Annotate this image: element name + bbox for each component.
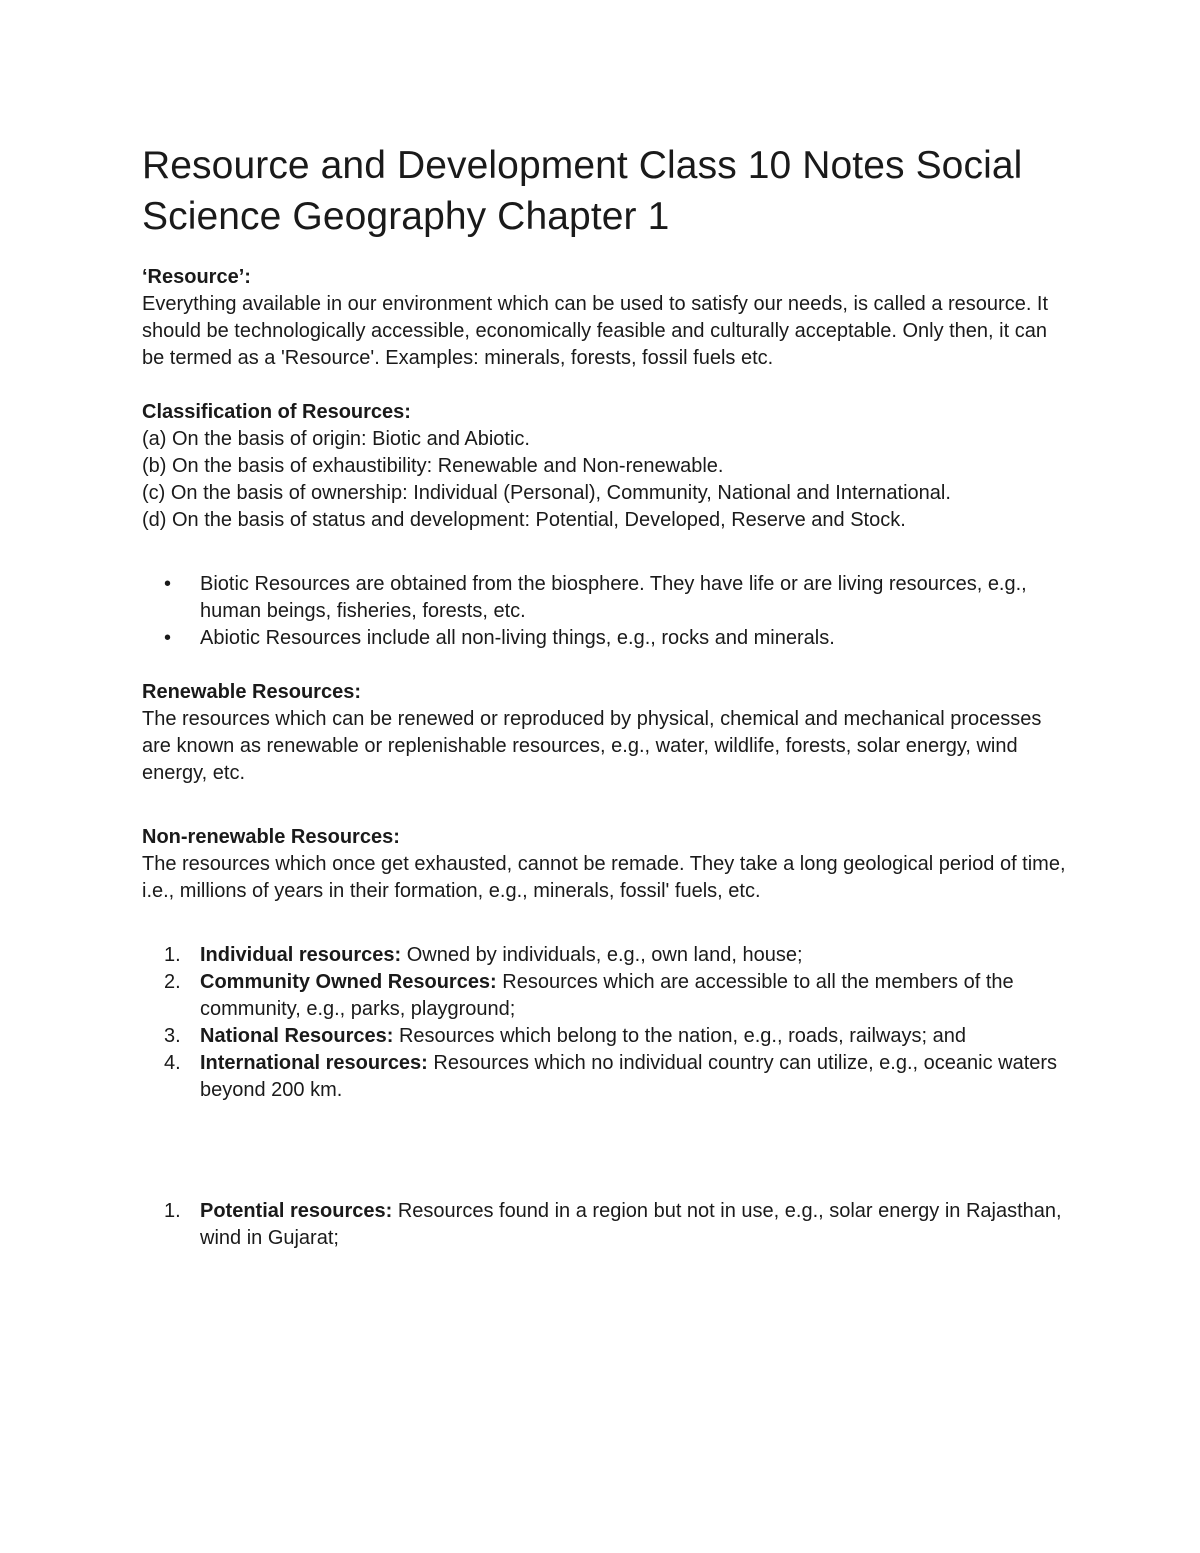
classification-heading: Classification of Resources:: [142, 401, 411, 423]
list-term: Potential resources:: [200, 1200, 393, 1222]
list-text: Owned by individuals, e.g., own land, house;: [401, 944, 803, 966]
list-term: Individual resources:: [200, 944, 402, 966]
list-number: 2.: [164, 971, 181, 993]
resource-definition: Everything available in our environment which can be used to satisfy our needs, is called a resource. It should be technologically accessible, economically feasible and culturally acceptable. Only then, it can be termed as a 'Resource'. Examples: minerals, forests, fossil fuels etc.: [142, 293, 1049, 369]
bullet-icon: •: [164, 573, 172, 595]
list-text: Resources found in a region but not in use, e.g., solar energy in Rajasthan,: [392, 1200, 1062, 1222]
resource-section: [142, 264, 1072, 372]
resource-heading: ‘Resource’:: [142, 266, 251, 288]
list-number: 4.: [164, 1052, 181, 1074]
biotic-bullet-text: Biotic Resources are obtained from the biosphere. They have life or are living resources, e.g., human beings, fisheries, forests, etc.: [200, 573, 1027, 622]
list-item: [142, 571, 1072, 625]
list-number: 3.: [164, 1025, 181, 1047]
classification-item-status: (d) On the basis of status and development: Potential, Developed, Reserve and Stock.: [142, 509, 906, 531]
list-item: [142, 1050, 1072, 1104]
bullet-icon: •: [164, 627, 172, 649]
list-number: 1.: [164, 944, 181, 966]
renewable-text: The resources which can be renewed or reproduced by physical, chemical and mechanical processes are known as renewable or replenishable resources, e.g., water, wildlife, forests, solar energy, wind energy, etc.: [142, 708, 1042, 784]
ownership-list: [142, 942, 1072, 1104]
classification-item-ownership: (c) On the basis of ownership: Individual (Personal), Community, National and International.: [142, 482, 951, 504]
list-item: [142, 625, 1072, 652]
list-text: Resources which no individual country can utilize, e.g., oceanic waters beyond 200 km.: [200, 1052, 1058, 1101]
biotic-abiotic-list: [142, 571, 1072, 652]
list-item: [142, 942, 1072, 969]
renewable-section: [142, 679, 1072, 787]
nonrenewable-text: The resources which once get exhausted, cannot be remade. They take a long geological period of time, i.e., millions of years in their formation, e.g., minerals, fossil' fuels, etc.: [142, 853, 1066, 902]
list-text-continued: wind in Gujarat;: [200, 1227, 339, 1249]
abiotic-bullet-text: Abiotic Resources include all non-living things, e.g., rocks and minerals.: [200, 627, 835, 649]
document-page: [142, 140, 1072, 1252]
list-term: International resources:: [200, 1052, 428, 1074]
classification-section: [142, 399, 1072, 534]
list-text: Resources which belong to the nation, e.g., roads, railways; and: [393, 1025, 966, 1047]
list-text: Resources which are accessible to all the members of the community, e.g., parks, playground;: [200, 971, 1014, 1020]
nonrenewable-section: [142, 824, 1072, 905]
renewable-heading: Renewable Resources:: [142, 681, 361, 703]
list-item: [142, 1198, 1072, 1252]
status-list: [142, 1198, 1072, 1252]
classification-item-origin: (a) On the basis of origin: Biotic and Abiotic.: [142, 428, 530, 450]
classification-item-exhaustibility: (b) On the basis of exhaustibility: Renewable and Non-renewable.: [142, 455, 724, 477]
list-item: [142, 1023, 1072, 1050]
list-term: National Resources:: [200, 1025, 394, 1047]
page-title: Resource and Development Class 10 Notes Social Science Geography Chapter 1: [142, 144, 1023, 238]
list-item: [142, 969, 1072, 1023]
list-term: Community Owned Resources:: [200, 971, 497, 993]
list-number: 1.: [164, 1200, 181, 1222]
nonrenewable-heading: Non-renewable Resources:: [142, 826, 400, 848]
